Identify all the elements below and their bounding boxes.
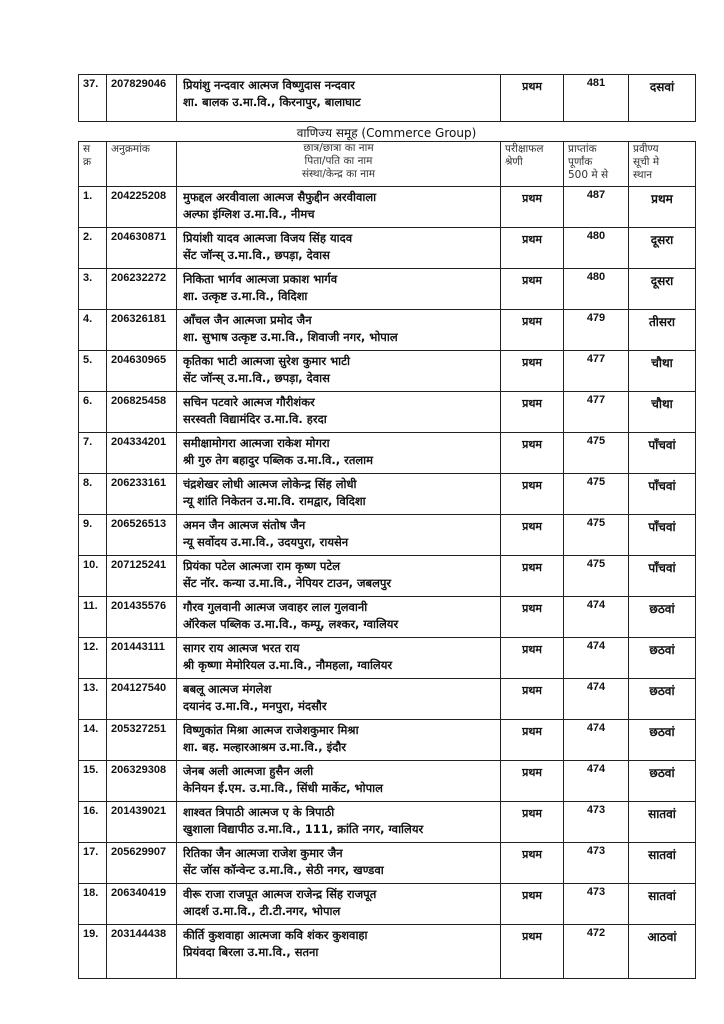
header-marks-line: प्राप्तांक — [568, 143, 597, 155]
result-division: प्रथम — [501, 925, 564, 979]
table-row — [79, 925, 696, 979]
roll-number: 201435576 — [107, 597, 177, 638]
school-name: श्री गुरु तेग बहादुर पब्लिक उ.मा.वि., रतलाम — [183, 453, 374, 467]
student-info — [177, 392, 501, 433]
merit-rank: सातवां — [629, 843, 696, 884]
marks-obtained: 474 — [564, 720, 629, 761]
serial-number: 8. — [79, 474, 107, 515]
marks-obtained: 475 — [564, 556, 629, 597]
roll-number: 204334201 — [107, 433, 177, 474]
table-row — [79, 843, 696, 884]
marks-obtained: 477 — [564, 351, 629, 392]
result-division: प्रथम — [501, 802, 564, 843]
school-name: सेंट नॉर. कन्या उ.मा.वि., नेपियर टाउन, जबलपुर — [183, 576, 392, 590]
student-name: चंद्रशेखर लोधी आत्मज लोकेन्द्र सिंह लोधी — [183, 477, 357, 491]
marks-obtained: 477 — [564, 392, 629, 433]
result-division: प्रथम — [501, 720, 564, 761]
merit-rank: छठवां — [629, 638, 696, 679]
table-row — [79, 515, 696, 556]
table-row — [79, 310, 696, 351]
school-name: न्यू सर्वोदय उ.मा.वि., उदयपुरा, रायसेन — [183, 535, 349, 549]
header-division-line: श्रेणी — [505, 156, 523, 168]
roll-number: 207829046 — [107, 75, 177, 122]
table-row — [79, 228, 696, 269]
result-division: प्रथम — [501, 679, 564, 720]
student-name: जेनब अली आत्मजा हुसैन अली — [183, 764, 314, 778]
roll-number: 207125241 — [107, 556, 177, 597]
student-info — [177, 75, 501, 122]
school-name: केनियन ई.एम. उ.मा.वि., सिंधी मार्केट, भोपाल — [183, 781, 383, 795]
header-serial-line: स — [83, 143, 91, 155]
result-division: प्रथम — [501, 843, 564, 884]
merit-rank: छठवां — [629, 761, 696, 802]
merit-rank: चौथा — [629, 392, 696, 433]
student-name: आँचल जैन आत्मजा प्रमोद जैन — [183, 313, 312, 327]
marks-obtained: 474 — [564, 761, 629, 802]
serial-number: 3. — [79, 269, 107, 310]
roll-number: 206340419 — [107, 884, 177, 925]
serial-number: 15. — [79, 761, 107, 802]
serial-number: 7. — [79, 433, 107, 474]
student-name: सचिन पटवारे आत्मज गौरीशंकर — [183, 395, 315, 409]
marks-obtained: 481 — [564, 75, 629, 122]
school-name: शा. सुभाष उत्कृष्ट उ.मा.वि., शिवाजी नगर, भोपाल — [183, 330, 398, 344]
merit-rank: पाँचवां — [629, 474, 696, 515]
table-row — [79, 75, 696, 122]
school-name: सरस्वती विद्यामंदिर उ.मा.वि. हरदा — [183, 412, 327, 426]
merit-rank: छठवां — [629, 679, 696, 720]
student-info — [177, 761, 501, 802]
marks-obtained: 473 — [564, 843, 629, 884]
student-info — [177, 720, 501, 761]
header-serial — [79, 142, 107, 187]
table-row — [79, 351, 696, 392]
serial-number: 14. — [79, 720, 107, 761]
school-name: श्री कृष्णा मेमोरियल उ.मा.वि., नौमहला, ग्वालियर — [183, 658, 393, 672]
student-info — [177, 351, 501, 392]
student-info — [177, 679, 501, 720]
serial-number: 10. — [79, 556, 107, 597]
serial-number: 18. — [79, 884, 107, 925]
header-name-line: छात्र/छात्रा का नाम — [303, 142, 374, 154]
table-row — [79, 474, 696, 515]
marks-obtained: 473 — [564, 802, 629, 843]
result-division: प्रथम — [501, 187, 564, 228]
header-roll: अनुक्रमांक — [107, 142, 177, 187]
serial-number: 11. — [79, 597, 107, 638]
roll-number: 206526513 — [107, 515, 177, 556]
header-name-line: संस्था/केन्द्र का नाम — [301, 168, 376, 180]
school-name: शा. उत्कृष्ट उ.मा.वि., विदिशा — [183, 289, 308, 303]
merit-rank: छठवां — [629, 597, 696, 638]
roll-number: 205327251 — [107, 720, 177, 761]
header-marks — [564, 142, 629, 187]
merit-rank: पाँचवां — [629, 433, 696, 474]
merit-rank: सातवां — [629, 884, 696, 925]
roll-number: 206825458 — [107, 392, 177, 433]
merit-rank: पाँचवां — [629, 556, 696, 597]
serial-number: 4. — [79, 310, 107, 351]
serial-number: 2. — [79, 228, 107, 269]
merit-rank: दसवां — [629, 75, 696, 122]
student-info — [177, 925, 501, 979]
merit-rank: तीसरा — [629, 310, 696, 351]
school-name: खुशाला विद्यापीठ उ.मा.वि., 111, क्रांति नगर, ग्वालियर — [183, 822, 424, 836]
school-name: दयानंद उ.मा.वि., मनपुरा, मंदसौर — [183, 699, 327, 713]
school-name: प्रियंवदा बिरला उ.मा.वि., सतना — [183, 945, 319, 959]
student-info — [177, 269, 501, 310]
header-rank-line: स्थान — [633, 169, 653, 181]
student-name: सागर राय आत्मज भरत राय — [183, 641, 300, 655]
school-name: शा. बालक उ.मा.वि., किरनापुर, बालाघाट — [183, 95, 361, 109]
marks-obtained: 472 — [564, 925, 629, 979]
marks-obtained: 487 — [564, 187, 629, 228]
marks-obtained: 474 — [564, 638, 629, 679]
merit-rank: दूसरा — [629, 228, 696, 269]
serial-number: 5. — [79, 351, 107, 392]
table-row — [79, 597, 696, 638]
marks-obtained: 479 — [564, 310, 629, 351]
marks-obtained: 473 — [564, 884, 629, 925]
student-info — [177, 187, 501, 228]
roll-number: 204630965 — [107, 351, 177, 392]
student-info — [177, 802, 501, 843]
roll-number: 204225208 — [107, 187, 177, 228]
student-name: रितिका जैन आत्मजा राजेश कुमार जैन — [183, 846, 343, 860]
school-name: शा. बह. मल्हारआश्रम उ.मा.वि., इंदौर — [183, 740, 347, 754]
student-info — [177, 843, 501, 884]
school-name: अल्फा इंग्लिश उ.मा.वि., नीमच — [183, 207, 315, 221]
roll-number: 206233161 — [107, 474, 177, 515]
table-row — [79, 187, 696, 228]
result-division: प्रथम — [501, 761, 564, 802]
header-rank-line: प्रवीण्य — [633, 143, 659, 155]
roll-number: 205629907 — [107, 843, 177, 884]
table-row — [79, 433, 696, 474]
result-division: प्रथम — [501, 515, 564, 556]
roll-number: 203144438 — [107, 925, 177, 979]
student-info — [177, 433, 501, 474]
student-info — [177, 515, 501, 556]
result-division: प्रथम — [501, 433, 564, 474]
serial-number: 13. — [79, 679, 107, 720]
table-row — [79, 761, 696, 802]
marks-obtained: 480 — [564, 269, 629, 310]
student-name: बबलू आत्मज मंगलेश — [183, 682, 272, 696]
student-name: समीक्षामोगरा आत्मजा राकेश मोगरा — [183, 436, 330, 450]
school-name: ऑरेकल पब्लिक उ.मा.वि., कम्पू, लश्कर, ग्वालियर — [183, 617, 399, 631]
student-name: निकिता भार्गव आत्मजा प्रकाश भार्गव — [183, 272, 338, 286]
header-rank — [629, 142, 696, 187]
merit-rank: सातवां — [629, 802, 696, 843]
table-row — [79, 720, 696, 761]
roll-number: 201443111 — [107, 638, 177, 679]
result-division: प्रथम — [501, 597, 564, 638]
student-info — [177, 638, 501, 679]
commerce-merit-table — [78, 141, 696, 979]
student-name: विष्णुकांत मिश्रा आत्मज राजेशकुमार मिश्रा — [183, 723, 359, 737]
marks-obtained: 480 — [564, 228, 629, 269]
result-division: प्रथम — [501, 351, 564, 392]
header-division — [501, 142, 564, 187]
student-name: प्रियांशी यादव आत्मजा विजय सिंह यादव — [183, 231, 353, 245]
header-marks-line: पूर्णांक — [568, 156, 593, 168]
marks-obtained: 474 — [564, 597, 629, 638]
marks-obtained: 474 — [564, 679, 629, 720]
student-name: प्रियांशु नन्दवार आत्मज विष्णुदास नन्दवार — [183, 78, 355, 92]
student-name: मुफद्दल अरवीवाला आत्मज सैफुद्दीन अरवीवाला — [183, 190, 377, 204]
header-division-line: परीक्षाफल — [505, 143, 544, 155]
marks-obtained: 475 — [564, 474, 629, 515]
student-info — [177, 556, 501, 597]
marks-obtained: 475 — [564, 433, 629, 474]
table-row — [79, 802, 696, 843]
school-name: न्यू शांति निकेतन उ.मा.वि. रामद्वार, विदिशा — [183, 494, 366, 508]
table-row — [79, 679, 696, 720]
result-division: प्रथम — [501, 228, 564, 269]
serial-number: 19. — [79, 925, 107, 979]
student-info — [177, 228, 501, 269]
serial-number: 16. — [79, 802, 107, 843]
school-name: सेंट जॉन्स् उ.मा.वि., छपड़ा, देवास — [183, 371, 330, 385]
table-row — [79, 269, 696, 310]
merit-rank: आठवां — [629, 925, 696, 979]
table-row — [79, 556, 696, 597]
previous-group-table — [78, 74, 696, 122]
header-rank-line: सूची मे — [633, 156, 660, 168]
header-name — [177, 142, 501, 187]
roll-number: 206232272 — [107, 269, 177, 310]
merit-rank: छठवां — [629, 720, 696, 761]
merit-rank: प्रथम — [629, 187, 696, 228]
merit-rank: चौथा — [629, 351, 696, 392]
school-name: सेंट जॉन्स् उ.मा.वि., छपड़ा, देवास — [183, 248, 330, 262]
result-division: प्रथम — [501, 474, 564, 515]
student-name: अमन जैन आत्मज संतोष जैन — [183, 518, 306, 532]
group-title: वाणिज्य समूह (Commerce Group) — [296, 126, 477, 140]
marks-obtained: 475 — [564, 515, 629, 556]
serial-number: 9. — [79, 515, 107, 556]
result-division: प्रथम — [501, 884, 564, 925]
result-division: प्रथम — [501, 310, 564, 351]
merit-rank: दूसरा — [629, 269, 696, 310]
table-body — [79, 187, 696, 979]
roll-number: 204630871 — [107, 228, 177, 269]
result-division: प्रथम — [501, 556, 564, 597]
serial-number: 1. — [79, 187, 107, 228]
result-division: प्रथम — [501, 75, 564, 122]
student-name: प्रियंका पटेल आत्मजा राम कृष्ण पटेल — [183, 559, 341, 573]
result-division: प्रथम — [501, 638, 564, 679]
student-name: शाश्वत त्रिपाठी आत्मज ए के त्रिपाठी — [183, 805, 335, 819]
result-division: प्रथम — [501, 269, 564, 310]
roll-number: 206329308 — [107, 761, 177, 802]
school-name: आदर्श उ.मा.वि., टी.टी.नगर, भोपाल — [183, 904, 341, 918]
header-marks-line: 500 मे से — [568, 169, 609, 181]
roll-number: 201439021 — [107, 802, 177, 843]
student-info — [177, 884, 501, 925]
serial-number: 6. — [79, 392, 107, 433]
student-name: वीरू राजा राजपूत आत्मज राजेन्द्र सिंह राजपूत — [183, 887, 377, 901]
roll-number: 206326181 — [107, 310, 177, 351]
student-name: गौरव गुलवानी आत्मज जवाहर लाल गुलवानी — [183, 600, 368, 614]
result-division: प्रथम — [501, 392, 564, 433]
student-name: कृतिका भाटी आत्मजा सुरेश कुमार भाटी — [183, 354, 350, 368]
merit-rank: पाँचवां — [629, 515, 696, 556]
serial-number: 37. — [79, 75, 107, 122]
table-row — [79, 392, 696, 433]
table-header-row — [79, 142, 696, 187]
student-info — [177, 597, 501, 638]
student-name: कीर्ति कुशवाहा आत्मजा कवि शंकर कुशवाहा — [183, 928, 368, 942]
table-row — [79, 884, 696, 925]
school-name: सेंट जॉस कॉन्वेन्ट उ.मा.वि., सेठी नगर, खण्डवा — [183, 863, 384, 877]
header-serial-line: क्र — [83, 156, 92, 168]
roll-number: 204127540 — [107, 679, 177, 720]
student-info — [177, 474, 501, 515]
table-row — [79, 638, 696, 679]
serial-number: 12. — [79, 638, 107, 679]
serial-number: 17. — [79, 843, 107, 884]
header-name-line: पिता/पति का नाम — [304, 155, 373, 167]
student-info — [177, 310, 501, 351]
